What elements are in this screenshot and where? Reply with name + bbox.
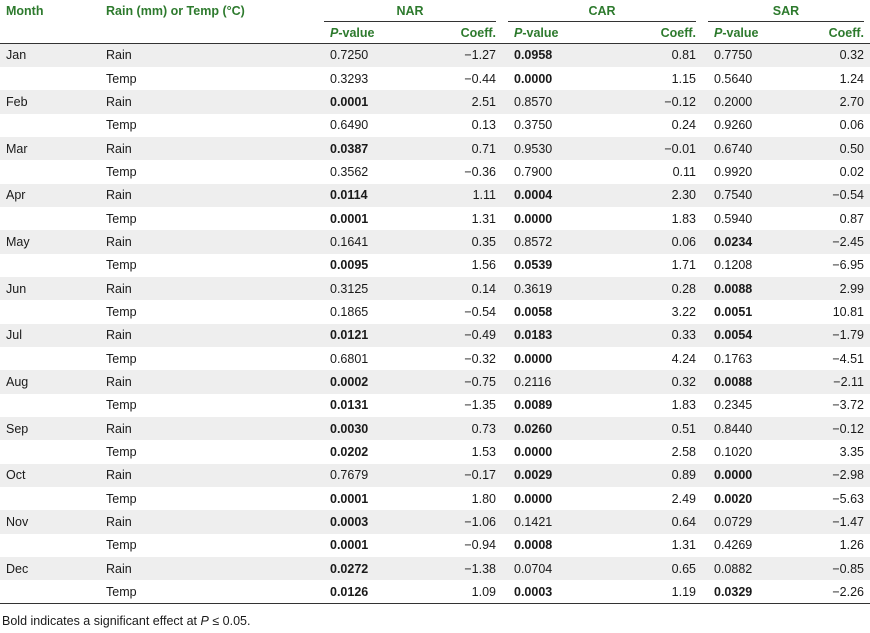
cell-pvalue: 0.0183 [514, 328, 553, 343]
cell-coeff: −5.63 [832, 491, 864, 506]
cell-coeff: −0.01 [664, 141, 696, 156]
cell-pvalue: 0.0020 [714, 491, 753, 506]
cell-pvalue: 0.3619 [514, 281, 553, 296]
cell-pvalue: 0.0002 [330, 374, 369, 389]
cell-coeff: 0.24 [671, 118, 696, 133]
cell-pvalue: 0.0000 [514, 351, 553, 366]
table-row [0, 230, 870, 253]
table-row [0, 184, 870, 207]
cell-coeff: −2.98 [832, 468, 864, 483]
cell-pvalue: 0.2116 [514, 374, 552, 389]
cell-pvalue: 0.0234 [714, 234, 753, 249]
cell-pvalue: 0.4269 [714, 538, 753, 553]
header-coeff: Coeff. [660, 25, 696, 40]
cell-pvalue: 0.0000 [514, 491, 553, 506]
cell-pvalue: 0.0131 [330, 398, 369, 413]
cell-coeff: 1.53 [471, 445, 496, 460]
table-row [0, 160, 870, 183]
cell-pvalue: 0.0004 [514, 188, 553, 203]
cell-month: Sep [6, 421, 29, 436]
cell-pvalue: 0.3293 [330, 71, 369, 86]
cell-coeff: 1.09 [471, 584, 496, 599]
cell-pvalue: 0.8572 [514, 234, 553, 249]
cell-month [0, 580, 100, 603]
header-coeff: Coeff. [460, 25, 496, 40]
cell-pvalue: 0.0704 [514, 561, 553, 576]
footnote: Bold indicates a significant effect at P ≤ 0.05. [2, 614, 251, 628]
cell-pvalue: 0.0121 [330, 328, 369, 343]
cell-pvalue: 0.0088 [714, 374, 753, 389]
cell-pvalue: 0.7250 [330, 48, 369, 63]
cell-pvalue: 0.0095 [330, 258, 369, 273]
cell-pvalue: 0.0054 [714, 328, 753, 343]
cell-coeff: 1.11 [472, 188, 496, 203]
cell-month: Jun [6, 281, 27, 296]
table-row [0, 44, 870, 67]
cell-coeff: −0.17 [464, 468, 496, 483]
table-row [0, 394, 870, 417]
cell-pvalue: 0.0089 [514, 398, 553, 413]
cell-month: May [6, 234, 30, 249]
cell-coeff: 0.65 [671, 561, 696, 576]
cell-pvalue: 0.8440 [714, 421, 753, 436]
cell-coeff: −0.94 [464, 538, 496, 553]
cell-pvalue: 0.0003 [514, 584, 553, 599]
cell-coeff: −2.11 [833, 374, 864, 389]
cell-pvalue: 0.0126 [330, 584, 369, 599]
cell-coeff: 0.89 [671, 468, 696, 483]
cell-coeff: 3.22 [671, 304, 696, 319]
cell-pvalue: 0.0000 [514, 211, 553, 226]
cell-pvalue: 0.7900 [514, 164, 553, 179]
cell-coeff: −0.36 [464, 164, 496, 179]
cell-month [0, 440, 100, 463]
cell-pvalue: 0.0202 [330, 445, 369, 460]
cell-coeff: 2.70 [839, 94, 864, 109]
header-pvalue: P-value [514, 25, 559, 40]
header-variable: Rain (mm) or Temp (°C) [106, 4, 245, 18]
cell-coeff: 0.14 [471, 281, 496, 296]
cell-coeff: −0.75 [464, 374, 496, 389]
cell-variable: Temp [106, 445, 137, 460]
table-row [0, 67, 870, 90]
cell-variable: Rain [106, 328, 132, 343]
cell-variable: Rain [106, 141, 132, 156]
cell-pvalue: 0.6740 [714, 141, 753, 156]
cell-variable: Temp [106, 258, 137, 273]
table-row [0, 137, 870, 160]
cell-variable: Rain [106, 48, 132, 63]
header-group-car: CAR [502, 0, 702, 22]
cell-pvalue: 0.0051 [714, 304, 753, 319]
cell-coeff: 1.83 [671, 398, 696, 413]
cell-variable: Temp [106, 398, 137, 413]
cell-pvalue: 0.0001 [330, 538, 369, 553]
cell-pvalue: 0.9530 [514, 141, 553, 156]
cell-coeff: 1.56 [471, 258, 496, 273]
cell-coeff: 2.58 [671, 445, 696, 460]
cell-coeff: 0.73 [471, 421, 496, 436]
cell-coeff: 0.32 [839, 48, 864, 63]
cell-month [0, 114, 100, 137]
cell-coeff: −1.38 [464, 561, 496, 576]
cell-coeff: −2.45 [832, 234, 864, 249]
table-row [0, 300, 870, 323]
cell-month [0, 300, 100, 323]
cell-pvalue: 0.3125 [330, 281, 369, 296]
cell-month: Oct [6, 468, 26, 483]
cell-month: Nov [6, 515, 29, 530]
cell-pvalue: 0.0003 [330, 515, 369, 530]
cell-variable: Temp [106, 491, 137, 506]
cell-pvalue: 0.0008 [514, 538, 553, 553]
header-coeff: Coeff. [828, 25, 864, 40]
header-spacer [0, 22, 100, 44]
cell-pvalue: 0.3562 [330, 164, 369, 179]
cell-variable: Temp [106, 351, 137, 366]
cell-coeff: −3.72 [832, 398, 864, 413]
cell-coeff: −0.54 [832, 188, 864, 203]
cell-pvalue: 0.8570 [514, 94, 553, 109]
cell-variable: Rain [106, 234, 132, 249]
cell-pvalue: 0.7679 [330, 468, 369, 483]
cell-coeff: 1.24 [839, 71, 864, 86]
cell-pvalue: 0.9920 [714, 164, 753, 179]
table-row [0, 464, 870, 487]
cell-pvalue: 0.1865 [330, 304, 369, 319]
cell-pvalue: 0.5640 [714, 71, 753, 86]
cell-pvalue: 0.0882 [714, 561, 753, 576]
cell-pvalue: 0.3750 [514, 118, 553, 133]
cell-month [0, 207, 100, 230]
table-row [0, 510, 870, 533]
cell-pvalue: 0.6801 [330, 351, 369, 366]
cell-month [0, 534, 100, 557]
cell-month: Aug [6, 374, 29, 389]
cell-coeff: 0.71 [471, 141, 496, 156]
cell-pvalue: 0.1641 [330, 234, 369, 249]
cell-coeff: −2.26 [832, 584, 864, 599]
cell-month [0, 160, 100, 183]
cell-coeff: −4.51 [832, 351, 864, 366]
header-pvalue: P-value [714, 25, 759, 40]
table-row [0, 90, 870, 113]
cell-coeff: 2.51 [471, 94, 496, 109]
cell-coeff: 0.35 [471, 234, 496, 249]
cell-variable: Temp [106, 538, 137, 553]
cell-pvalue: 0.0001 [330, 211, 369, 226]
table-row [0, 370, 870, 393]
cell-pvalue: 0.1020 [714, 445, 753, 460]
cell-coeff: −0.12 [664, 94, 696, 109]
header-spacer [100, 22, 318, 44]
cell-coeff: 4.24 [671, 351, 696, 366]
table-row [0, 557, 870, 580]
cell-coeff: 2.49 [671, 491, 696, 506]
cell-coeff: 0.64 [671, 515, 696, 530]
header-group-sar: SAR [702, 0, 870, 22]
cell-coeff: 0.33 [671, 328, 696, 343]
cell-coeff: 0.28 [671, 281, 696, 296]
header-pvalue: P-value [330, 25, 375, 40]
table-row [0, 114, 870, 137]
cell-pvalue: 0.0958 [514, 48, 553, 63]
cell-coeff: −0.32 [464, 351, 496, 366]
cell-pvalue: 0.0088 [714, 281, 753, 296]
cell-coeff: −0.85 [832, 561, 864, 576]
cell-month [0, 487, 100, 510]
cell-month: Feb [6, 94, 28, 109]
cell-coeff: −1.35 [464, 398, 496, 413]
cell-month: Apr [6, 188, 26, 203]
cell-variable: Rain [106, 421, 132, 436]
cell-pvalue: 0.0000 [514, 71, 553, 86]
cell-pvalue: 0.1763 [714, 351, 753, 366]
cell-coeff: 0.51 [671, 421, 696, 436]
cell-coeff: 1.15 [671, 71, 696, 86]
cell-variable: Rain [106, 374, 132, 389]
cell-coeff: −1.27 [464, 48, 496, 63]
cell-coeff: 0.81 [671, 48, 696, 63]
cell-pvalue: 0.0029 [514, 468, 553, 483]
cell-pvalue: 0.2000 [714, 94, 753, 109]
cell-pvalue: 0.0001 [330, 94, 369, 109]
cell-coeff: 0.13 [471, 118, 496, 133]
cell-coeff: 0.87 [839, 211, 864, 226]
cell-variable: Rain [106, 94, 132, 109]
cell-month [0, 394, 100, 417]
cell-pvalue: 0.0539 [514, 258, 553, 273]
cell-coeff: 1.83 [671, 211, 696, 226]
cell-pvalue: 0.9260 [714, 118, 753, 133]
cell-pvalue: 0.5940 [714, 211, 753, 226]
cell-variable: Temp [106, 304, 137, 319]
table-row [0, 347, 870, 370]
cell-variable: Temp [106, 118, 137, 133]
table-row [0, 487, 870, 510]
cell-month [0, 347, 100, 370]
cell-month [0, 67, 100, 90]
cell-variable: Rain [106, 561, 132, 576]
cell-coeff: 0.32 [671, 374, 696, 389]
cell-coeff: −0.54 [464, 304, 496, 319]
cell-coeff: 1.71 [671, 258, 696, 273]
cell-pvalue: 0.0272 [330, 561, 369, 576]
cell-coeff: 1.26 [839, 538, 864, 553]
cell-variable: Rain [106, 515, 132, 530]
cell-coeff: 10.81 [832, 304, 864, 319]
cell-variable: Rain [106, 281, 132, 296]
table-body [0, 44, 870, 604]
cell-variable: Temp [106, 584, 137, 599]
table-row [0, 440, 870, 463]
cell-pvalue: 0.0000 [514, 445, 553, 460]
cell-pvalue: 0.0387 [330, 141, 369, 156]
cell-month [0, 254, 100, 277]
cell-coeff: −0.49 [464, 328, 496, 343]
cell-variable: Temp [106, 211, 137, 226]
table-row [0, 254, 870, 277]
cell-month: Jan [6, 48, 27, 63]
cell-pvalue: 0.0329 [714, 584, 753, 599]
cell-variable: Temp [106, 71, 137, 86]
cell-month: Jul [6, 328, 22, 343]
table-row [0, 277, 870, 300]
cell-coeff: 2.30 [671, 188, 696, 203]
cell-pvalue: 0.1421 [514, 515, 553, 530]
cell-coeff: 1.80 [471, 491, 496, 506]
cell-variable: Temp [106, 164, 137, 179]
cell-variable: Rain [106, 188, 132, 203]
cell-coeff: 2.99 [839, 281, 864, 296]
cell-coeff: −1.47 [832, 515, 864, 530]
cell-pvalue: 0.2345 [714, 398, 753, 413]
cell-month: Mar [6, 141, 28, 156]
cell-coeff: 0.11 [672, 164, 696, 179]
cell-coeff: 1.31 [471, 211, 496, 226]
cell-variable: Rain [106, 468, 132, 483]
cell-pvalue: 0.0729 [714, 515, 753, 530]
cell-coeff: −0.44 [464, 71, 496, 86]
table-row [0, 534, 870, 557]
cell-coeff: −0.12 [832, 421, 864, 436]
table-row [0, 580, 870, 603]
cell-pvalue: 0.0260 [514, 421, 553, 436]
cell-pvalue: 0.0000 [714, 468, 753, 483]
header-group-nar: NAR [318, 0, 502, 22]
table-row [0, 417, 870, 440]
table-row [0, 324, 870, 347]
cell-month: Dec [6, 561, 29, 576]
cell-coeff: 0.02 [839, 164, 864, 179]
cell-coeff: −1.06 [464, 515, 496, 530]
cell-pvalue: 0.0030 [330, 421, 369, 436]
cell-coeff: 3.35 [839, 445, 864, 460]
cell-pvalue: 0.0001 [330, 491, 369, 506]
cell-coeff: 1.19 [671, 584, 696, 599]
header-month: Month [6, 4, 44, 18]
cell-pvalue: 0.0114 [330, 188, 368, 203]
cell-pvalue: 0.0058 [514, 304, 553, 319]
cell-coeff: 0.50 [839, 141, 864, 156]
cell-pvalue: 0.7750 [714, 48, 753, 63]
cell-coeff: 1.31 [671, 538, 696, 553]
cell-pvalue: 0.7540 [714, 188, 753, 203]
table-row [0, 207, 870, 230]
cell-coeff: −1.79 [832, 328, 864, 343]
cell-coeff: −6.95 [832, 258, 864, 273]
cell-coeff: 0.06 [671, 234, 696, 249]
cell-coeff: 0.06 [839, 118, 864, 133]
cell-pvalue: 0.6490 [330, 118, 369, 133]
cell-pvalue: 0.1208 [714, 258, 753, 273]
